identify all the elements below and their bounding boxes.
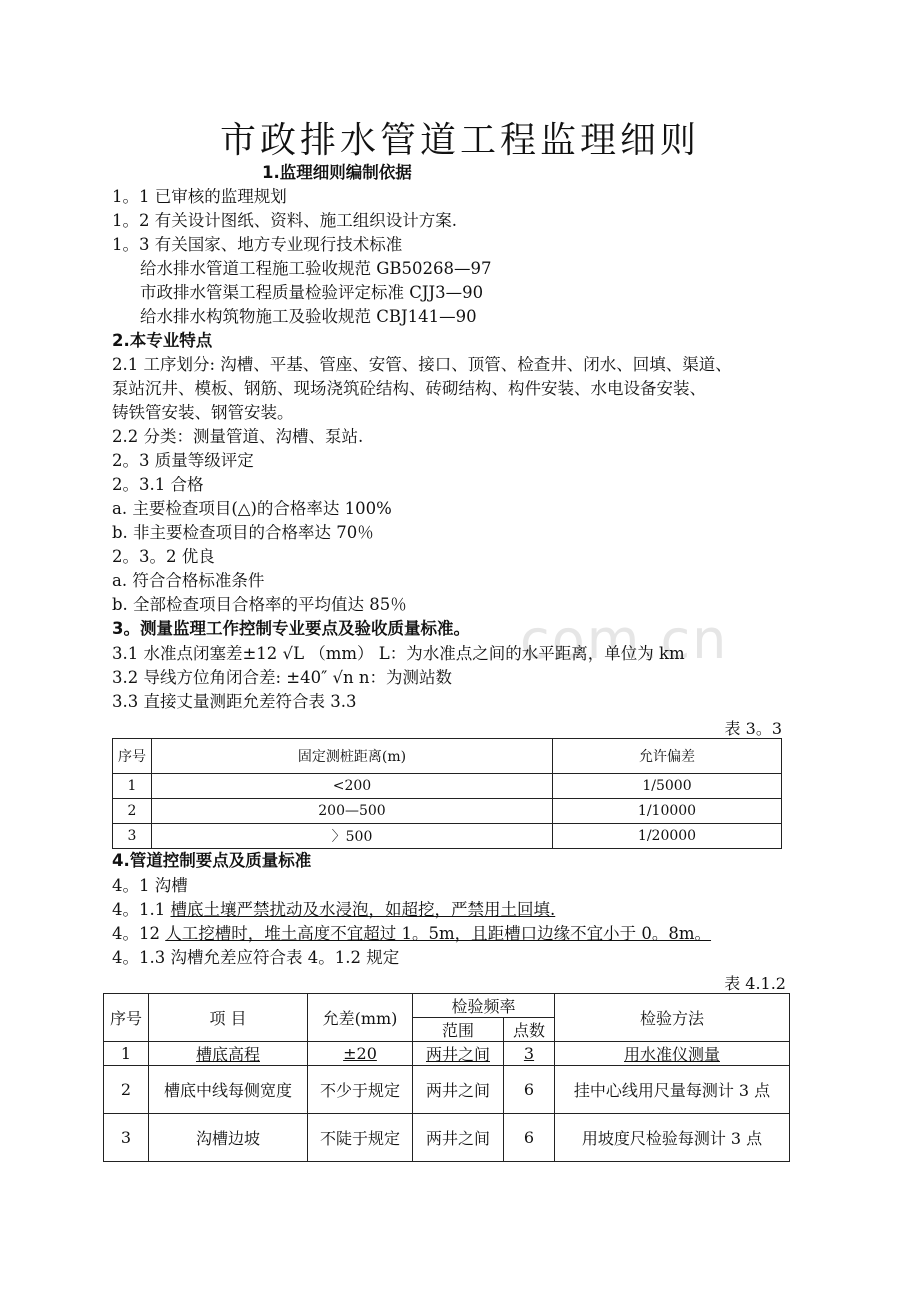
- standard-2: 市政排水管渠工程质量检验评定标准 CJJ3—90: [140, 283, 484, 302]
- trench-heading: 4。1 沟槽: [112, 876, 188, 895]
- process-line-3: 铸铁管安装、钢管安装。: [112, 403, 294, 422]
- grade-excellent: 2。3。2 优良: [112, 547, 215, 566]
- cell-seq: 1: [113, 774, 152, 799]
- cell-seq: 2: [113, 799, 152, 824]
- quality-grade: 2。3 质量等级评定: [112, 451, 254, 470]
- cell-method: 用坡度尺检验每测计 3 点: [555, 1114, 790, 1162]
- header-method: 检验方法: [555, 994, 790, 1042]
- taping-tolerance: 3.3 直接丈量测距允差符合表 3.3: [112, 692, 357, 711]
- cell-points: 6: [504, 1066, 555, 1114]
- cell-range: 两井之间: [413, 1114, 504, 1162]
- cell-range: 两井之间: [413, 1042, 504, 1066]
- leveling-closure: 3.1 水准点闭塞差±12 √L （mm） L：为水准点之间的水平距离，单位为 km: [112, 644, 685, 663]
- cell-tolerance: 1/5000: [553, 774, 782, 799]
- watermark: com.cn: [520, 608, 729, 671]
- process-line-1: 2.1 工序划分: 沟槽、平基、管座、安管、接口、顶管、检查井、闭水、回填、渠道、: [112, 355, 732, 374]
- pass-b: b. 非主要检查项目的合格率达 70％: [112, 523, 374, 542]
- excellent-b: b. 全部检查项目合格率的平均值达 85％: [112, 595, 407, 614]
- page-title: 市政排水管道工程监理细则: [219, 120, 700, 161]
- basis-2: 1。2 有关设计图纸、资料、施工组织设计方案.: [112, 211, 457, 230]
- rule-text: 人工挖槽时，堆土高度不宜超过 1。5m，且距槽口边缘不宜小于 0。8m。: [165, 924, 712, 943]
- cell-seq: 1: [104, 1042, 149, 1066]
- cell-seq: 2: [104, 1066, 149, 1114]
- section-2-heading: 2.本专业特点: [112, 331, 213, 350]
- process-line-2: 泵站沉井、模板、钢筋、现场浇筑砼结构、砖砌结构、构件安装、水电设备安装、: [112, 379, 706, 398]
- cell-tolerance: 1/10000: [553, 799, 782, 824]
- table-row: [113, 799, 782, 824]
- table-row: [113, 774, 782, 799]
- rule-text: 槽底土壤严禁扰动及水浸泡，如超挖，严禁用土回填.: [170, 900, 556, 919]
- cell-points: 3: [504, 1042, 555, 1066]
- cell-seq: 3: [113, 824, 152, 849]
- cell-tolerance: 1/20000: [553, 824, 782, 849]
- table-row: [113, 824, 782, 849]
- table-row: [104, 1114, 790, 1162]
- standard-1: 给水排水管道工程施工验收规范 GB50268—97: [140, 259, 492, 278]
- cell-method: 用水准仪测量: [555, 1042, 790, 1066]
- distance-tolerance-table: [112, 738, 782, 849]
- header-distance: 固定测桩距离(m): [152, 739, 553, 774]
- header-tolerance: 允许偏差: [553, 739, 782, 774]
- table-row: [104, 1066, 790, 1114]
- traverse-closure: 3.2 导线方位角闭合差: ±40″ √n n：为测站数: [112, 668, 453, 687]
- rule-number: 4。1.1: [112, 900, 171, 919]
- trench-rule-1: [112, 899, 555, 921]
- cell-range: 两井之间: [413, 1066, 504, 1114]
- header-points: 点数: [504, 1018, 555, 1042]
- grade-pass: 2。3.1 合格: [112, 475, 204, 494]
- section-1-heading: 1.监理细则编制依据: [262, 163, 412, 182]
- basis-1: 1。1 已审核的监理规划: [112, 187, 287, 206]
- cell-distance: <200: [152, 774, 553, 799]
- trench-rule-2: [112, 923, 711, 945]
- section-3-heading: 3。测量监理工作控制专业要点及验收质量标准。: [112, 619, 470, 638]
- header-seq: 序号: [104, 994, 149, 1042]
- rule-number: 4。12: [112, 924, 166, 943]
- cell-tolerance: ±20: [308, 1042, 413, 1066]
- table-3-3-caption: 表 3。3: [724, 719, 782, 738]
- cell-seq: 3: [104, 1114, 149, 1162]
- header-range: 范围: [413, 1018, 504, 1042]
- cell-distance: 200—500: [152, 799, 553, 824]
- standard-3: 给水排水构筑物施工及验收规范 CBJ141—90: [140, 307, 477, 326]
- table-header-row: [113, 739, 782, 774]
- cell-points: 6: [504, 1114, 555, 1162]
- header-frequency: 检验频率: [413, 994, 555, 1018]
- header-tolerance: 允差(mm): [308, 994, 413, 1042]
- section-4-heading: 4.管道控制要点及质量标准: [112, 851, 312, 870]
- cell-tolerance: 不陡于规定: [308, 1114, 413, 1162]
- table-4-1-2-caption: 表 4.1.2: [724, 974, 786, 993]
- trench-tolerance-table: [103, 993, 790, 1162]
- pass-a: a. 主要检查项目(△)的合格率达 100%: [112, 499, 392, 518]
- header-item: 项 目: [149, 994, 308, 1042]
- cell-item: 槽底中线每侧宽度: [149, 1066, 308, 1114]
- cell-distance: 〉500: [152, 824, 553, 849]
- cell-tolerance: 不少于规定: [308, 1066, 413, 1114]
- cell-item: 槽底高程: [149, 1042, 308, 1066]
- cell-item: 沟槽边坡: [149, 1114, 308, 1162]
- table-row: [104, 1042, 790, 1066]
- trench-tolerance-note: 4。1.3 沟槽允差应符合表 4。1.2 规定: [112, 948, 400, 967]
- header-seq: 序号: [113, 739, 152, 774]
- table-header-row: [104, 994, 790, 1018]
- classification: 2.2 分类：测量管道、沟槽、泵站.: [112, 427, 364, 446]
- basis-3: 1。3 有关国家、地方专业现行技术标准: [112, 235, 403, 254]
- cell-method: 挂中心线用尺量每测计 3 点: [555, 1066, 790, 1114]
- excellent-a: a. 符合合格标准条件: [112, 571, 265, 590]
